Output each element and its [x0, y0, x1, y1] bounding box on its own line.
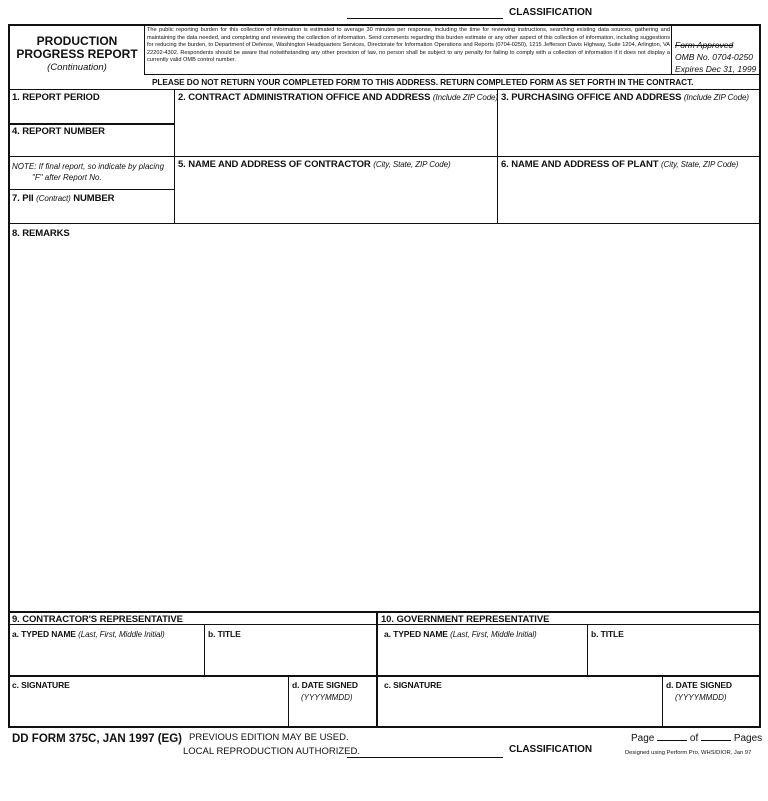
contractor-date-divider	[288, 676, 289, 727]
contractor-signature-label: c. SIGNATURE	[12, 680, 70, 690]
contract-admin-office-title: 2. CONTRACT ADMINISTRATION OFFICE AND ADDRESS	[178, 92, 431, 103]
government-rep-label: 10. GOVERNMENT REPRESENTATIVE	[381, 614, 550, 625]
purchasing-office-label	[501, 92, 749, 103]
contractor-name-divider	[204, 624, 205, 675]
purchasing-office-note: (Include ZIP Code)	[683, 93, 749, 102]
government-title-label: b. TITLE	[591, 629, 624, 639]
contractor-date-input[interactable]	[292, 706, 376, 724]
remarks-top-line	[8, 223, 760, 224]
government-date-divider	[662, 676, 663, 727]
report-period-label: 1. REPORT PERIOD	[12, 92, 100, 103]
contract-admin-office-note: (Include ZIP Code)	[432, 93, 498, 102]
form-title-line2: PROGRESS REPORT	[16, 47, 138, 61]
form-approved-text: Form Approved	[675, 40, 734, 50]
notice-top-line	[144, 74, 760, 75]
omb-number: OMB No. 0704-0250	[675, 52, 753, 62]
contractor-typed-name-label	[12, 629, 165, 639]
government-typed-name-label	[384, 629, 537, 639]
final-report-note	[12, 161, 164, 183]
row1-top-line	[8, 89, 760, 90]
government-signature-label: c. SIGNATURE	[384, 680, 442, 690]
government-typed-name-title: a. TYPED NAME	[384, 629, 448, 639]
signature-row-top-line	[8, 675, 760, 677]
report-number-input[interactable]	[12, 139, 174, 155]
government-typed-name-note: (Last, First, Middle Initial)	[450, 630, 537, 639]
omb-block	[675, 39, 756, 75]
of-label: of	[689, 733, 699, 744]
pii-number-suffix: NUMBER	[73, 193, 115, 204]
contractor-signature-field[interactable]	[12, 692, 284, 722]
contractor-typed-name-title: a. TYPED NAME	[12, 629, 76, 639]
row2-top-line	[8, 156, 760, 157]
government-signature-field[interactable]	[384, 692, 658, 722]
government-date-format: (YYYYMMDD)	[675, 693, 727, 702]
pii-number-input[interactable]	[12, 206, 174, 222]
title-divider	[144, 24, 145, 74]
pages-label: Pages	[733, 733, 763, 744]
contract-admin-office-label	[178, 92, 498, 103]
government-date-signed-label: d. DATE SIGNED	[666, 680, 732, 690]
plant-address-label	[501, 159, 738, 170]
pii-number-note: (Contract)	[36, 194, 71, 203]
pii-number-label	[12, 193, 114, 204]
form-top-border	[8, 24, 760, 26]
remarks-label: 8. REMARKS	[12, 228, 70, 239]
representatives-top-line	[8, 611, 760, 613]
representatives-divider	[376, 611, 378, 727]
final-report-note-line2: "F" after Report No.	[32, 173, 102, 182]
page-label: Page	[631, 733, 655, 744]
burden-statement: The public reporting burden for this collection of information is estimated to average 30 minutes per response, including the time for reviewing instructions, searching existing data sources, gathering and maintaining the data needed, and completing and reviewing the collection of information. Send comments regarding this burden estimate or any other aspect of this collection of information, including suggestions for reducing the burden, to Department of Defense, Washington Headquarters Services, Directorate for Information Operations and Reports (0704-0250), 1215 Jefferson Davis Highway, Suite 1204, Arlington, VA 22202-4302. Respondents should be aware that notwithstanding any other provision of law, no person shall be subject to any penalty for failing to comply with a collection of information if it does not display a currently valid OMB control number.	[147, 27, 670, 64]
page-count	[631, 731, 762, 744]
expiration-date: Expires Dec 31, 1999	[675, 64, 757, 74]
plant-address-title: 6. NAME AND ADDRESS OF PLANT	[501, 159, 659, 170]
designed-using-note: Designed using Perform Pro, WHS/DIOR, Jan 97	[625, 750, 752, 756]
top-classification-line	[347, 18, 503, 19]
plant-address-input[interactable]	[501, 173, 759, 223]
local-reproduction-note: LOCAL REPRODUCTION AUTHORIZED.	[183, 746, 361, 757]
contractor-date-format: (YYYYMMDD)	[301, 693, 353, 702]
government-typed-name-input[interactable]	[384, 644, 586, 672]
contract-admin-office-input[interactable]	[178, 106, 496, 156]
contractor-rep-label: 9. CONTRACTOR'S REPRESENTATIVE	[12, 614, 183, 625]
bottom-classification-line	[347, 757, 503, 758]
contractor-typed-name-input[interactable]	[12, 644, 204, 672]
plant-address-note: (City, State, ZIP Code)	[661, 160, 739, 169]
final-report-note-line1: NOTE: If final report, so indicate by placing	[12, 162, 165, 171]
return-notice: PLEASE DO NOT RETURN YOUR COMPLETED FORM TO THIS ADDRESS. RETURN COMPLETED FORM AS SET FORTH IN THE CONTRACT.	[152, 77, 694, 87]
government-name-divider	[587, 624, 588, 675]
contractor-address-title: 5. NAME AND ADDRESS OF CONTRACTOR	[178, 159, 371, 170]
omb-divider	[671, 24, 672, 74]
top-classification-label: CLASSIFICATION	[509, 7, 593, 18]
contractor-address-input[interactable]	[178, 173, 496, 223]
government-title-input[interactable]	[591, 644, 759, 672]
previous-edition-note: PREVIOUS EDITION MAY BE USED.	[189, 732, 349, 743]
contractor-title-input[interactable]	[208, 644, 376, 672]
government-date-input[interactable]	[666, 706, 758, 724]
note-bottom-line	[8, 189, 175, 190]
contractor-title-label: b. TITLE	[208, 629, 241, 639]
contractor-address-label	[178, 159, 451, 170]
page-number-field[interactable]	[657, 731, 687, 741]
form-identifier: DD FORM 375C, JAN 1997 (EG)	[12, 733, 182, 745]
form-title-line1: PRODUCTION	[36, 34, 118, 48]
purchasing-office-title: 3. PURCHASING OFFICE AND ADDRESS	[501, 92, 682, 103]
contractor-typed-name-note: (Last, First, Middle Initial)	[78, 630, 165, 639]
form-bottom-border	[8, 726, 761, 728]
report-period-bottom	[8, 123, 175, 125]
form-title-sub: (Continuation)	[47, 62, 107, 73]
bottom-classification-label: CLASSIFICATION	[509, 744, 593, 755]
contractor-date-signed-label: d. DATE SIGNED	[292, 680, 358, 690]
report-period-input[interactable]	[12, 106, 174, 122]
remarks-input[interactable]	[12, 242, 760, 612]
pii-number-title: 7. PII	[12, 193, 34, 204]
total-pages-field[interactable]	[701, 731, 731, 741]
contractor-address-note: (City, State, ZIP Code)	[373, 160, 451, 169]
purchasing-office-input[interactable]	[501, 106, 759, 156]
form-left-border	[8, 24, 10, 727]
report-number-label: 4. REPORT NUMBER	[12, 126, 105, 137]
form-title-block	[10, 35, 144, 74]
